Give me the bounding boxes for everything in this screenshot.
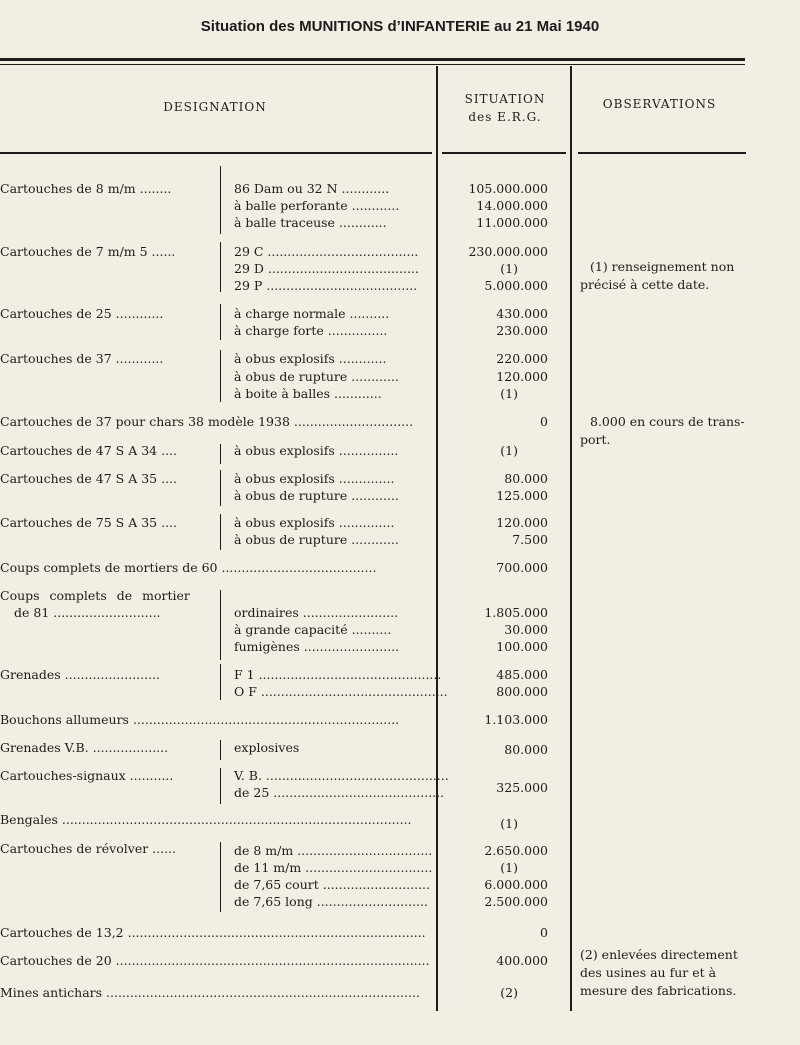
row-value: 2.500.000 — [484, 894, 548, 909]
row-value: 800.000 — [496, 684, 548, 699]
row-value: 230.000 — [496, 323, 548, 338]
observation-note: (2) enlevées directement — [580, 947, 738, 962]
observation-note: (1) renseignement non — [590, 259, 735, 274]
row-value: (1) — [500, 386, 518, 401]
row-sub: O F ............................................... — [234, 684, 448, 699]
sub-divider — [220, 166, 221, 234]
row-value: 400.000 — [496, 953, 548, 968]
row-label: Cartouches de 25 ............ — [0, 306, 164, 321]
row-label: Cartouches de 37 ............ — [0, 351, 164, 366]
row-value: 14.000.000 — [476, 198, 548, 213]
row-sub: ordinaires ........................ — [234, 605, 399, 620]
row-label: Cartouches-signaux ........... — [0, 768, 174, 783]
row-label: Cartouches de 20 ............................................................................... — [0, 953, 430, 968]
row-sub: 29 D ...................................... — [234, 261, 419, 276]
row-value: 485.000 — [496, 667, 548, 682]
row-label: Coups complets de mortiers de 60 ....................................... — [0, 560, 377, 575]
row-value: 0 — [540, 925, 548, 940]
row-label: Grenades ........................ — [0, 667, 161, 682]
row-value: 700.000 — [496, 560, 548, 575]
row-sub: à charge forte ............... — [234, 323, 388, 338]
sub-divider — [220, 470, 221, 506]
row-sub: de 8 m/m .................................. — [234, 843, 433, 858]
sub-divider — [220, 350, 221, 402]
sub-divider — [220, 768, 221, 804]
row-sub: à obus de rupture ............ — [234, 369, 399, 384]
row-value: 100.000 — [496, 639, 548, 654]
header-rule-mid — [442, 152, 566, 154]
header-situation-sub: des E.R.G. — [468, 110, 542, 124]
row-value: 120.000 — [496, 515, 548, 530]
row-label-cont: de 81 ........................... — [14, 605, 161, 620]
row-value: 6.000.000 — [484, 877, 548, 892]
row-sub: de 7,65 court ........................... — [234, 877, 431, 892]
header-observations: OBSERVATIONS — [602, 97, 717, 111]
row-value: 105.000.000 — [468, 181, 548, 196]
page-title: Situation des MUNITIONS d’INFANTERIE au 21 Mai 1940 — [200, 18, 600, 35]
header-rule-right — [578, 152, 746, 154]
row-sub: de 7,65 long ............................ — [234, 894, 428, 909]
sub-divider — [220, 242, 221, 292]
row-value: (1) — [500, 443, 518, 458]
row-label: Mines antichars ............................................................................... — [0, 985, 420, 1000]
row-label: Cartouches de révolver ...... — [0, 841, 177, 856]
observation-note: des usines au fur et à — [580, 965, 717, 980]
top-rule-thin — [0, 64, 745, 65]
sub-divider — [220, 740, 221, 760]
row-sub: à charge normale .......... — [234, 306, 390, 321]
row-value: 7.500 — [512, 532, 548, 547]
row-label: Bouchons allumeurs ................................................................... — [0, 712, 400, 727]
sub-divider — [220, 590, 221, 660]
row-value: 430.000 — [496, 306, 548, 321]
header-situation: SITUATION — [464, 92, 546, 106]
row-value: 325.000 — [496, 780, 548, 795]
header-designation: DESIGNATION — [163, 100, 267, 114]
row-label: Cartouches de 37 pour chars 38 modèle 1938 .............................. — [0, 414, 414, 429]
row-value: 220.000 — [496, 351, 548, 366]
sub-divider — [220, 304, 221, 340]
row-sub: à grande capacité .......... — [234, 622, 392, 637]
row-label: Coups complets de mortier — [0, 588, 190, 603]
observation-note: précisé à cette date. — [580, 277, 710, 292]
row-sub: explosives — [234, 740, 300, 755]
row-sub: à obus explosifs .............. — [234, 515, 395, 530]
row-sub: de 11 m/m ................................ — [234, 860, 433, 875]
observation-note: port. — [580, 432, 611, 447]
sub-divider — [220, 842, 221, 912]
row-value: 0 — [540, 414, 548, 429]
row-sub: à obus de rupture ............ — [234, 532, 399, 547]
row-value: 125.000 — [496, 488, 548, 503]
row-sub: 29 P ...................................... — [234, 278, 418, 293]
row-value: 120.000 — [496, 369, 548, 384]
row-value: 80.000 — [504, 742, 548, 757]
row-value: 1.103.000 — [484, 712, 548, 727]
top-rule — [0, 58, 745, 61]
row-value: 5.000.000 — [484, 278, 548, 293]
row-sub: fumigènes ........................ — [234, 639, 400, 654]
row-value: (1) — [500, 860, 518, 875]
row-value: (1) — [500, 261, 518, 276]
row-sub: à obus explosifs ............ — [234, 351, 387, 366]
row-sub: F 1 .............................................. — [234, 667, 442, 682]
row-sub: V. B. .............................................. — [234, 768, 449, 783]
row-label: Cartouches de 75 S A 35 .... — [0, 515, 177, 530]
row-sub: 29 C ...................................... — [234, 244, 419, 259]
row-sub: de 25 ........................................... — [234, 785, 445, 800]
row-sub: à obus explosifs .............. — [234, 471, 395, 486]
row-sub: à balle traceuse ............ — [234, 215, 387, 230]
row-value: 230.000.000 — [468, 244, 548, 259]
row-value: 1.805.000 — [484, 605, 548, 620]
sub-divider — [220, 444, 221, 464]
row-value: 30.000 — [504, 622, 548, 637]
row-value: 11.000.000 — [476, 215, 548, 230]
row-value: (2) — [500, 985, 518, 1000]
sub-divider — [220, 664, 221, 700]
observation-note: mesure des fabrications. — [580, 983, 737, 998]
row-label: Cartouches de 7 m/m 5 ...... — [0, 244, 176, 259]
column-divider-2 — [570, 66, 572, 1011]
row-sub: à obus explosifs ............... — [234, 443, 399, 458]
sub-divider — [220, 514, 221, 550]
row-sub: à balle perforante ............ — [234, 198, 400, 213]
observation-note: 8.000 en cours de trans- — [590, 414, 745, 429]
row-label: Cartouches de 47 S A 34 .... — [0, 443, 177, 458]
row-sub: 86 Dam ou 32 N ............ — [234, 181, 390, 196]
row-label: Cartouches de 13,2 ........................................................................... — [0, 925, 426, 940]
row-label: Grenades V.B. ................... — [0, 740, 169, 755]
row-value: (1) — [500, 816, 518, 831]
row-value: 80.000 — [504, 471, 548, 486]
row-sub: à boite à balles ............ — [234, 386, 382, 401]
row-label: Cartouches de 47 S A 35 .... — [0, 471, 177, 486]
row-label: Bengales ........................................................................................ — [0, 812, 412, 827]
row-label: Cartouches de 8 m/m ........ — [0, 181, 172, 196]
header-rule-left — [0, 152, 432, 154]
row-value: 2.650.000 — [484, 843, 548, 858]
row-sub: à obus de rupture ............ — [234, 488, 399, 503]
